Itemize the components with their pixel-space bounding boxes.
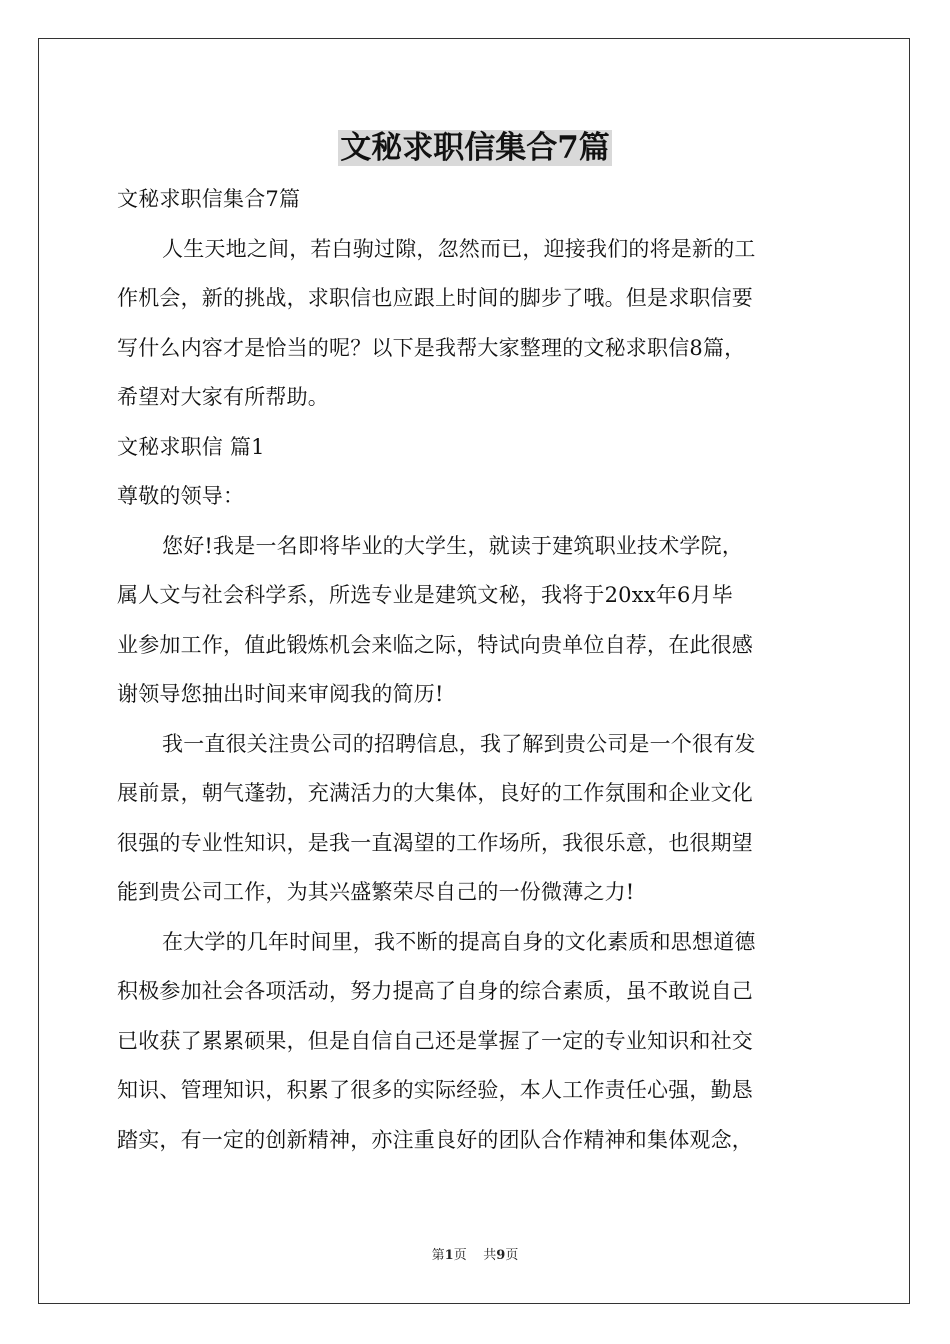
text-line: 谢领导您抽出时间来审阅我的简历!: [117, 682, 444, 706]
text-line: 您好!我是一名即将毕业的大学生，就读于建筑职业技术学院，: [162, 533, 744, 558]
text-line: 展前景，朝气蓬勃，充满活力的大集体，良好的工作氛围和企业文化: [117, 781, 753, 805]
text-line: 踏实，有一定的创新精神，亦注重良好的团队合作精神和集体观念，: [117, 1127, 753, 1152]
footer-page-total: 9: [496, 1248, 506, 1263]
text-line: 文秘求职信集合7篇: [117, 187, 301, 211]
text-line: 人生天地之间，若白驹过隙，忽然而已，迎接我们的将是新的工: [162, 236, 756, 261]
text-line: 作机会，新的挑战，求职信也应跟上时间的脚步了哦。但是求职信要: [117, 286, 753, 310]
document-title-text: 文秘求职信集合7篇: [340, 130, 610, 166]
document-body: [117, 175, 837, 1165]
footer-page-suffix: 页: [453, 1248, 467, 1263]
text-line: 写什么内容才是恰当的呢？以下是我帮大家整理的文秘求职信8篇，: [117, 335, 746, 360]
text-line: 积极参加社会各项活动，努力提高了自身的综合素质，虽不敢说自己: [117, 979, 753, 1003]
footer-page-current: 1: [444, 1248, 454, 1263]
text-line: 我一直很关注贵公司的招聘信息，我了解到贵公司是一个很有发: [162, 731, 756, 756]
text-line: 希望对大家有所帮助。: [117, 385, 329, 409]
text-line: 已收获了累累硕果，但是自信自己还是掌握了一定的专业知识和社交: [117, 1028, 753, 1053]
page-footer: [0, 1247, 950, 1265]
footer-page-prefix: 第: [431, 1248, 445, 1263]
text-line: 属人文与社会科学系，所选专业是建筑文秘，我将于20xx年6月毕: [117, 583, 733, 607]
text-line: 很强的专业性知识，是我一直渴望的工作场所，我很乐意，也很期望: [117, 830, 753, 855]
text-line: 知识、管理知识，积累了很多的实际经验，本人工作责任心强，勤恳: [117, 1078, 753, 1102]
text-line: 尊敬的领导：: [117, 484, 245, 508]
text-line: 文秘求职信 篇1: [117, 434, 265, 459]
text-line: 能到贵公司工作，为其兴盛繁荣尽自己的一份微薄之力!: [117, 880, 635, 904]
footer-total-suffix: 页: [505, 1248, 519, 1263]
footer-total-prefix: 共: [483, 1248, 497, 1263]
document-title: [0, 126, 950, 170]
text-line: 业参加工作，值此锻炼机会来临之际，特试向贵单位自荐，在此很感: [117, 632, 753, 657]
text-line: 在大学的几年时间里，我不断的提高自身的文化素质和思想道德: [162, 929, 756, 954]
